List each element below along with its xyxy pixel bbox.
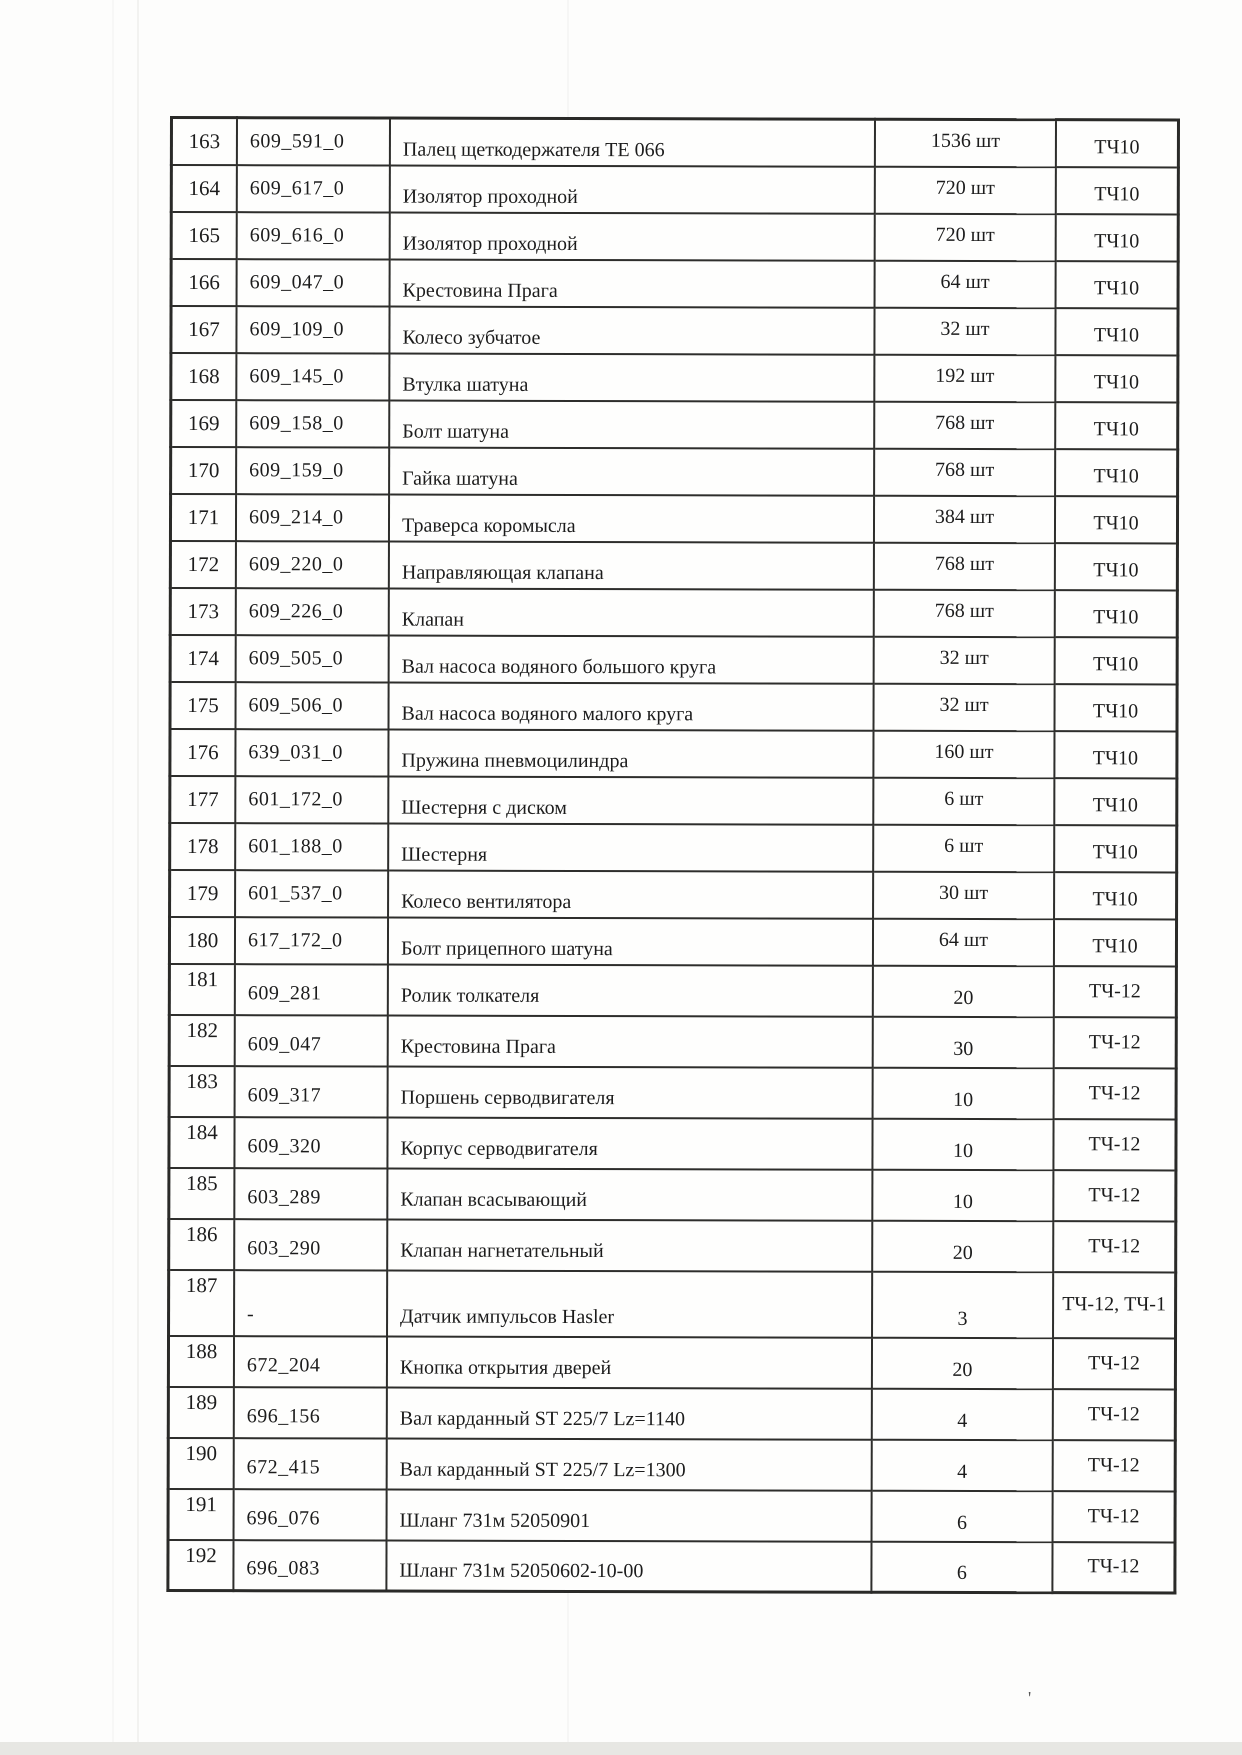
part-code-cell: 609_281 (235, 964, 388, 1015)
part-code-cell: 603_289 (234, 1168, 387, 1219)
part-name-cell: Ролик толкателя (388, 964, 873, 1016)
quantity-cell: 20 (872, 1220, 1053, 1271)
part-name-cell: Вал насоса водяного малого круга (389, 682, 874, 730)
quantity-cell: 30 шт (873, 871, 1054, 918)
depot-cell: ТЧ10 (1055, 402, 1178, 449)
row-number-cell: 191 (168, 1488, 234, 1539)
depot-cell: ТЧ10 (1054, 872, 1177, 919)
part-code-cell: 609_317 (235, 1066, 388, 1117)
quantity-cell: 10 (872, 1118, 1053, 1169)
row-number-cell: 189 (168, 1386, 234, 1437)
part-name-cell: Гайка шатуна (389, 447, 874, 495)
part-name-cell: Крестовина Прага (388, 1015, 873, 1067)
quantity-cell: 64 шт (873, 918, 1054, 965)
part-code-cell: 601_537_0 (235, 870, 388, 917)
part-name-cell: Поршень серводвигателя (388, 1066, 873, 1118)
part-code-cell: 609_226_0 (236, 588, 389, 635)
row-number-cell: 166 (171, 259, 237, 306)
table-row (168, 1488, 1175, 1541)
quantity-cell: 30 (873, 1016, 1054, 1067)
row-number-cell: 179 (170, 870, 236, 917)
quantity-cell: 64 шт (875, 260, 1056, 307)
row-number-cell: 177 (170, 776, 236, 823)
table-row (170, 870, 1177, 919)
quantity-cell: 160 шт (873, 730, 1054, 777)
depot-cell: ТЧ10 (1055, 496, 1178, 543)
part-code-cell: - (234, 1270, 387, 1336)
row-number-cell: 190 (168, 1437, 234, 1488)
quantity-cell: 4 (872, 1439, 1053, 1490)
quantity-cell: 10 (872, 1169, 1053, 1220)
table-row (170, 823, 1177, 872)
table-row (170, 588, 1177, 637)
quantity-cell: 1536 шт (875, 119, 1056, 166)
part-code-cell: 639_031_0 (235, 729, 388, 776)
table-row (170, 494, 1177, 543)
part-code-cell: 617_172_0 (235, 917, 388, 964)
table-row (168, 1386, 1175, 1439)
part-name-cell: Колесо вентилятора (388, 870, 873, 918)
table-row (171, 400, 1178, 449)
row-number-cell: 183 (169, 1066, 235, 1117)
row-number-cell: 188 (168, 1336, 234, 1387)
part-code-cell: 672_415 (234, 1438, 387, 1489)
row-number-cell: 186 (169, 1219, 235, 1270)
table-row (169, 1219, 1176, 1272)
depot-cell: ТЧ10 (1054, 778, 1177, 825)
part-code-cell: 601_172_0 (235, 776, 388, 823)
scan-speck: ' (1028, 1688, 1032, 1708)
depot-cell: ТЧ10 (1055, 590, 1178, 637)
depot-cell: ТЧ10 (1055, 543, 1178, 590)
part-code-cell: 609_047 (235, 1015, 388, 1066)
depot-cell: ТЧ-12, ТЧ-1 (1053, 1272, 1176, 1338)
part-name-cell: Болт шатуна (389, 400, 874, 448)
table-row (169, 1270, 1176, 1338)
part-code-cell: 609_506_0 (236, 682, 389, 729)
quantity-cell: 768 шт (874, 589, 1055, 636)
part-name-cell: Пружина пневмоцилиндра (388, 729, 873, 777)
depot-cell: ТЧ10 (1055, 449, 1178, 496)
part-name-cell: Колесо зубчатое (389, 306, 874, 354)
quantity-cell: 20 (873, 965, 1054, 1016)
spare-parts-table (166, 116, 1180, 1594)
part-name-cell: Изолятор проходной (390, 212, 875, 260)
table-row (170, 541, 1177, 590)
part-code-cell: 696_156 (234, 1387, 387, 1438)
quantity-cell: 6 шт (873, 824, 1054, 871)
row-number-cell: 164 (171, 165, 237, 212)
table-row (171, 118, 1178, 167)
part-name-cell: Датчик импульсов Hasler (387, 1270, 872, 1337)
quantity-cell: 192 шт (874, 354, 1055, 401)
part-code-cell: 609_220_0 (236, 541, 389, 588)
quantity-cell: 768 шт (874, 542, 1055, 589)
part-name-cell: Кнопка открытия дверей (387, 1336, 872, 1388)
row-number-cell: 172 (170, 541, 236, 588)
row-number-cell: 169 (171, 400, 237, 447)
depot-cell: ТЧ-12 (1053, 1491, 1176, 1542)
parts-table-body (168, 118, 1179, 1593)
part-name-cell: Траверса коромысла (389, 494, 874, 542)
part-name-cell: Шестерня (388, 823, 873, 871)
depot-cell: ТЧ10 (1056, 214, 1179, 261)
table-row (169, 917, 1176, 966)
part-code-cell: 609_320 (234, 1117, 387, 1168)
row-number-cell: 182 (169, 1015, 235, 1066)
table-row (171, 212, 1178, 261)
table-row (171, 447, 1178, 496)
depot-cell: ТЧ-12 (1054, 1017, 1177, 1068)
part-name-cell: Вал карданный ST 225/7 Lz=1300 (387, 1438, 872, 1490)
depot-cell: ТЧ10 (1055, 637, 1178, 684)
scan-fold-line (137, 0, 139, 1755)
quantity-cell: 720 шт (875, 166, 1056, 213)
row-number-cell: 170 (171, 447, 237, 494)
quantity-cell: 384 шт (874, 495, 1055, 542)
depot-cell: ТЧ-12 (1053, 1170, 1176, 1221)
row-number-cell: 184 (169, 1117, 235, 1168)
table-row (169, 964, 1176, 1017)
row-number-cell: 167 (171, 306, 237, 353)
row-number-cell: 168 (171, 353, 237, 400)
quantity-cell: 32 шт (874, 307, 1055, 354)
depot-cell: ТЧ10 (1056, 167, 1179, 214)
parts-table-wrapper (166, 116, 1180, 1594)
part-code-cell: 609_591_0 (237, 118, 390, 165)
part-name-cell: Крестовина Прага (390, 259, 875, 307)
row-number-cell: 178 (170, 823, 236, 870)
table-row (168, 1437, 1175, 1490)
depot-cell: ТЧ10 (1054, 825, 1177, 872)
depot-cell: ТЧ-12 (1053, 1440, 1176, 1491)
depot-cell: ТЧ10 (1055, 355, 1178, 402)
row-number-cell: 175 (170, 682, 236, 729)
depot-cell: ТЧ-12 (1052, 1542, 1175, 1593)
table-row (171, 165, 1178, 214)
table-row (169, 1066, 1176, 1119)
row-number-cell: 180 (169, 917, 235, 964)
table-row (170, 635, 1177, 684)
part-name-cell: Шланг 731м 52050602-10-00 (386, 1540, 871, 1592)
part-code-cell: 609_616_0 (237, 212, 390, 259)
row-number-cell: 187 (169, 1270, 235, 1336)
table-row (170, 682, 1177, 731)
part-code-cell: 609_158_0 (236, 400, 389, 447)
part-name-cell: Вал карданный ST 225/7 Lz=1140 (387, 1387, 872, 1439)
depot-cell: ТЧ-12 (1053, 1221, 1176, 1272)
quantity-cell: 6 (872, 1490, 1053, 1541)
part-code-cell: 609_159_0 (236, 447, 389, 494)
part-name-cell: Палец щеткодержателя ТЕ 066 (390, 118, 875, 166)
part-name-cell: Клапан всасывающий (387, 1168, 872, 1220)
part-code-cell: 696_083 (233, 1540, 386, 1591)
table-row (169, 1015, 1176, 1068)
part-name-cell: Корпус серводвигателя (387, 1117, 872, 1169)
quantity-cell: 720 шт (875, 213, 1056, 260)
depot-cell: ТЧ10 (1055, 684, 1178, 731)
part-code-cell: 609_145_0 (236, 353, 389, 400)
quantity-cell: 3 (872, 1271, 1053, 1337)
part-name-cell: Направляющая клапана (389, 541, 874, 589)
depot-cell: ТЧ10 (1056, 261, 1179, 308)
row-number-cell: 185 (169, 1168, 235, 1219)
quantity-cell: 6 шт (873, 777, 1054, 824)
part-code-cell: 609_505_0 (236, 635, 389, 682)
part-code-cell: 609_047_0 (237, 259, 390, 306)
quantity-cell: 6 (871, 1541, 1052, 1592)
depot-cell: ТЧ-12 (1054, 1068, 1177, 1119)
table-row (169, 1117, 1176, 1170)
scanner-edge-band (0, 1742, 1242, 1755)
row-number-cell: 173 (170, 588, 236, 635)
part-name-cell: Шланг 731м 52050901 (387, 1489, 872, 1541)
table-row (169, 1168, 1176, 1221)
part-name-cell: Втулка шатуна (389, 353, 874, 401)
part-name-cell: Болт прицепного шатуна (388, 917, 873, 965)
part-code-cell: 609_214_0 (236, 494, 389, 541)
part-name-cell: Изолятор проходной (390, 165, 875, 213)
quantity-cell: 20 (872, 1337, 1053, 1388)
table-row (171, 306, 1178, 355)
part-name-cell: Клапан (389, 588, 874, 636)
table-row (168, 1539, 1175, 1592)
row-number-cell: 181 (169, 964, 235, 1015)
quantity-cell: 768 шт (874, 448, 1055, 495)
part-code-cell: 609_109_0 (236, 306, 389, 353)
quantity-cell: 768 шт (874, 401, 1055, 448)
table-row (171, 259, 1178, 308)
quantity-cell: 32 шт (874, 683, 1055, 730)
quantity-cell: 10 (873, 1067, 1054, 1118)
quantity-cell: 32 шт (874, 636, 1055, 683)
depot-cell: ТЧ10 (1055, 308, 1178, 355)
depot-cell: ТЧ-12 (1053, 1338, 1176, 1389)
row-number-cell: 192 (168, 1539, 234, 1590)
part-code-cell: 672_204 (234, 1336, 387, 1387)
table-row (168, 1336, 1175, 1389)
row-number-cell: 163 (171, 118, 237, 165)
depot-cell: ТЧ-12 (1053, 1389, 1176, 1440)
part-code-cell: 601_188_0 (235, 823, 388, 870)
row-number-cell: 176 (170, 729, 236, 776)
part-name-cell: Вал насоса водяного большого круга (389, 635, 874, 683)
depot-cell: ТЧ-12 (1053, 1119, 1176, 1170)
table-row (170, 776, 1177, 825)
part-name-cell: Шестерня с диском (388, 776, 873, 824)
depot-cell: ТЧ10 (1054, 731, 1177, 778)
quantity-cell: 4 (872, 1388, 1053, 1439)
row-number-cell: 165 (171, 212, 237, 259)
part-code-cell: 603_290 (234, 1219, 387, 1270)
part-code-cell: 696_076 (234, 1489, 387, 1540)
table-row (171, 353, 1178, 402)
depot-cell: ТЧ10 (1054, 919, 1177, 966)
depot-cell: ТЧ10 (1056, 120, 1179, 167)
row-number-cell: 174 (170, 635, 236, 682)
table-row (170, 729, 1177, 778)
part-name-cell: Клапан нагнетательный (387, 1219, 872, 1271)
depot-cell: ТЧ-12 (1054, 966, 1177, 1017)
scan-fold-line (112, 0, 114, 1755)
part-code-cell: 609_617_0 (237, 165, 390, 212)
row-number-cell: 171 (170, 494, 236, 541)
